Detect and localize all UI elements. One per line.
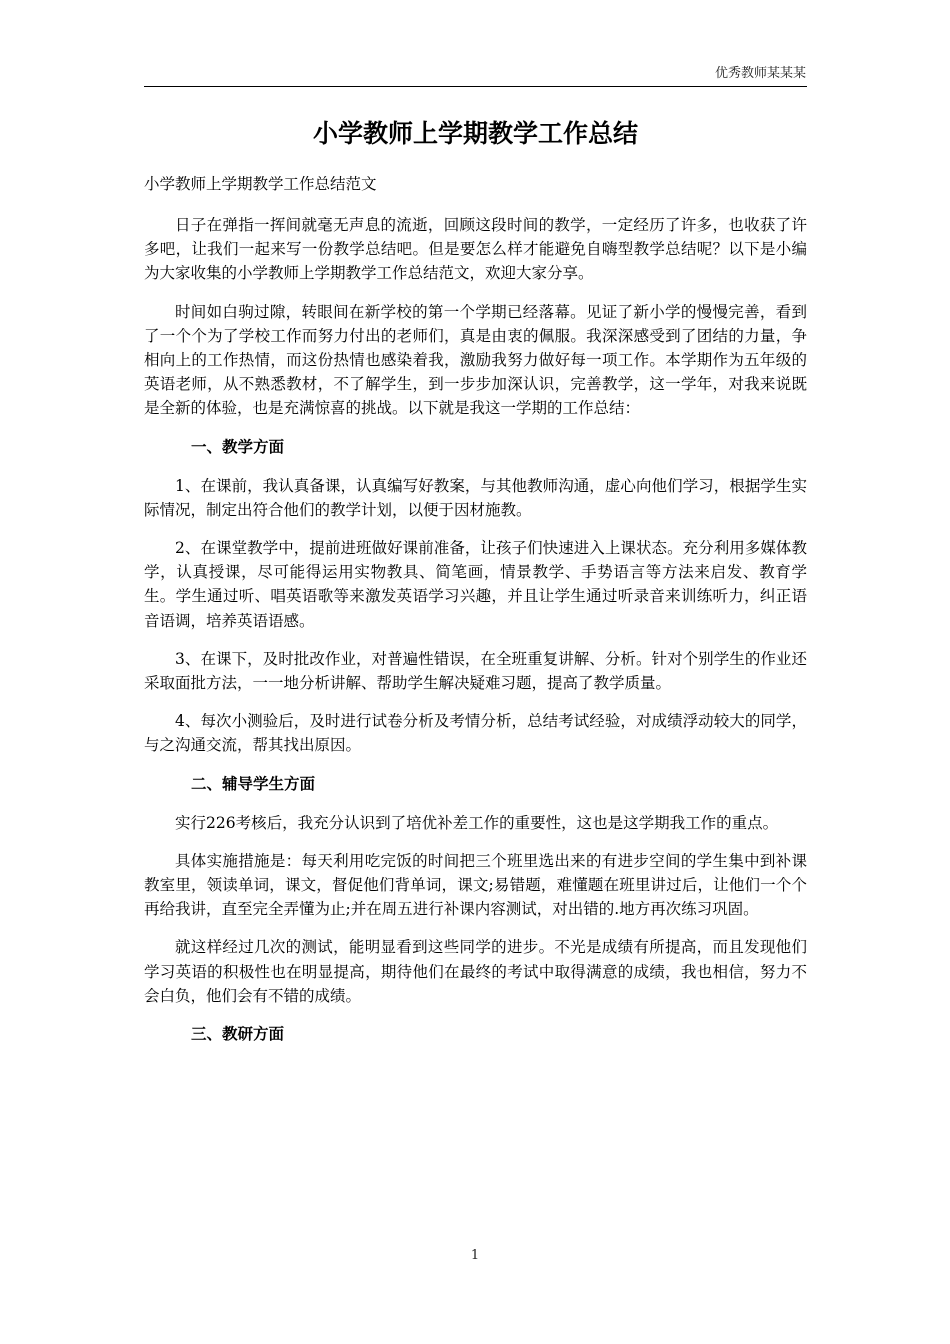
teaching-paragraph-2: 2、在课堂教学中，提前进班做好课前准备，让孩子们快速进入上课状态。充分利用多媒体教学，认真授课，尽可能得运用实物教具、简笔画，情景教学、手势语言等方法来启发、教育学生。学生通过听、唱英语歌等来激发英语学习兴趣，并且让学生通过听录音来训练听力，纠正语音语调，培养英语语感。 [144, 539, 807, 630]
intro-paragraph: 日子在弹指一挥间就毫无声息的流逝，回顾这段时间的教学，一定经历了许多，也收获了许多吧，让我们一起来写一份教学总结吧。但是要怎么样才能避免自嗨型教学总结呢？以下是小编为大家收集的小学教师上学期教学工作总结范文，欢迎大家分享。 [144, 216, 807, 283]
header-divider [144, 86, 807, 87]
tutoring-paragraph-3: 就这样经过几次的测试，能明显看到这些同学的进步。不光是成绩有所提高，而且发现他们学习英语的积极性也在明显提高，期待他们在最终的考试中取得满意的成绩，我也相信，努力不会白负，他们会有不错的成绩。 [144, 938, 807, 1005]
document-title: 小学教师上学期教学工作总结 [312, 119, 638, 148]
page-number: 1 [470, 1248, 480, 1263]
section-heading-tutoring: 二、辅导学生方面 [191, 774, 316, 793]
teaching-paragraph-4: 4、每次小测验后，及时进行试卷分析及考情分析，总结考试经验，对成绩浮动较大的同学，与之沟通交流，帮其找出原因。 [144, 712, 807, 755]
document-subtitle: 小学教师上学期教学工作总结范文 [144, 175, 377, 193]
section-heading-research: 三、教研方面 [191, 1025, 285, 1044]
section-heading-teaching: 一、教学方面 [191, 437, 285, 456]
teaching-paragraph-1: 1、在课前，我认真备课，认真编写好教案，与其他教师沟通，虚心向他们学习，根据学生实际情况，制定出符合他们的教学计划，以便于因材施教。 [144, 476, 807, 519]
document-body [144, 116, 807, 1061]
opening-paragraph: 时间如白驹过隙，转眼间在新学校的第一个学期已经落幕。见证了新小学的慢慢完善，看到了一个个为了学校工作而努力付出的老师们，真是由衷的佩服。我深深感受到了团结的力量，争相向上的工作热情，而这份热情也感染着我，激励我努力做好每一项工作。本学期作为五年级的英语老师，从不熟悉教材，不了解学生，到一步步加深认识，完善教学，这一学年，对我来说既是全新的体验，也是充满惊喜的挑战。以下就是我这一学期的工作总结： [144, 302, 807, 418]
page-header-author: 优秀教师某某某 [714, 66, 806, 81]
teaching-paragraph-3: 3、在课下，及时批改作业，对普遍性错误，在全班重复讲解、分析。针对个别学生的作业还采取面批方法，一一地分析讲解、帮助学生解决疑难习题，提高了教学质量。 [144, 649, 807, 693]
tutoring-paragraph-1: 实行226考核后，我充分认识到了培优补差工作的重要性，这也是这学期我工作的重点。 [175, 813, 779, 832]
tutoring-paragraph-2: 具体实施措施是：每天利用吃完饭的时间把三个班里选出来的有进步空间的学生集中到补课教室里，领读单词，课文，督促他们背单词，课文;易错题，难懂题在班里讲过后，让他们一个个再给我讲，直至完全弄懂为止;并在周五进行补课内容测试，对出错的.地方再次练习巩固。 [144, 851, 807, 919]
